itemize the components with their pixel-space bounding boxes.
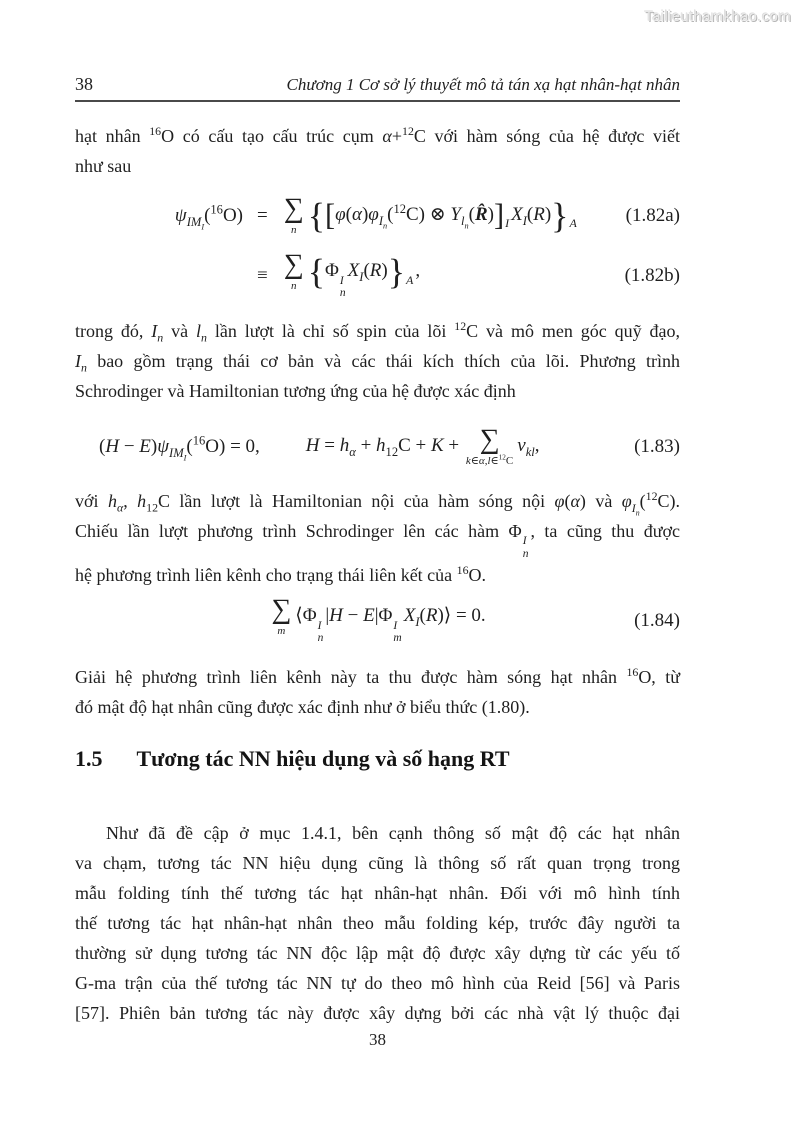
watermark-text: Tailieuthamkhao.com	[644, 8, 791, 25]
equation-lhs: $\psi_{IM_I}(^{16}O)$	[174, 202, 243, 232]
text-line: [57]. Phiên bản tương tác này được xây dựng bởi các nhà vật lý thuộc đại	[75, 1003, 680, 1023]
paragraph	[75, 818, 680, 1028]
equation-row	[75, 190, 680, 242]
equation-row	[75, 590, 680, 652]
page-header	[75, 74, 680, 102]
text-line: trong đó, $I_n$ và $l_n$ lần lượt là chỉ số spin của lõi $^{12}$C và mô men góc quỹ đạo,	[75, 319, 680, 345]
section-heading	[75, 746, 680, 772]
text-line: mẫu folding tính thế tương tác hạt nhân-hạt nhân. Đối với mô hình tính	[75, 883, 680, 903]
section-number: 1.5	[75, 746, 103, 771]
equation-rhs: ∑ n {Φ I n $X_I(R)\}_A$ ,	[283, 249, 421, 300]
equation-row	[75, 416, 680, 478]
text-line: Giải hệ phương trình liên kênh này ta thu được hàm sóng hạt nhân $^{16}$O, từ	[75, 665, 680, 687]
equation-number: (1.83)	[634, 436, 680, 457]
text-line: $I_n$ bao gồm trạng thái cơ bản và các thái kích thích của lõi. Phương trình	[75, 351, 680, 375]
paragraph	[75, 316, 680, 406]
text-line: Như đã đề cập ở mục 1.4.1, bên cạnh thông số mật độ các hạt nhân	[106, 823, 680, 843]
equation-body: ∑ m ⟨Φ I n |H − E|Φ I m $X_I(R)⟩ = 0$.	[271, 594, 486, 645]
text-line: đó mật độ hạt nhân cũng được xác định như ở biểu thức (1.80).	[75, 697, 530, 717]
equation-block-1-83	[75, 416, 680, 478]
equation-number: (1.84)	[634, 610, 680, 631]
text-line: thường sử dụng tương tác NN độc lập mật độ được xây dựng từ các yếu tố	[75, 943, 680, 963]
footer-page-number: 38	[369, 1030, 386, 1049]
paragraph	[75, 121, 680, 181]
page-footer	[75, 1030, 680, 1050]
equation-part: $H = h_\alpha + h_{12}C + K$ + ∑ k∈α,l∈$^{12}$C $v_{kl}$,	[305, 424, 540, 467]
equation-row	[75, 250, 680, 302]
text-line: hạt nhân $^{16}$O có cấu tạo cấu trúc cụm α+$^{12}$C với hàm sóng của hệ được viết	[75, 124, 680, 146]
equation-number: (1.82a)	[625, 205, 680, 226]
text-line: với $h_\alpha$, $h_{12}C$ lần lượt là Hamiltonian nội của hàm sóng nội φ(α) và $\varphi_{I_n}(^{12}C)$.	[75, 489, 680, 517]
equation-rhs: ∑ n {[$\varphi(\alpha)\varphi_{I_n}(^{12}C)$ ⊗ $Y_{l_n}(R̂)]_I$ $X_I(R)\}_A$	[283, 193, 577, 236]
header-page-number: 38	[75, 74, 93, 94]
text-line: thế tương tác hạt nhân-hạt nhân theo mẫu folding kép, trước đây người ta	[75, 913, 680, 933]
paragraph	[75, 486, 680, 590]
header-chapter-title: Chương 1 Cơ sở lý thuyết mô tả tán xạ hạt nhân-hạt nhân	[286, 75, 680, 94]
equation-block-1-82	[75, 190, 680, 302]
equation-block-1-84	[75, 590, 680, 652]
equation-relation: ≡	[257, 265, 268, 286]
section-title: Tương tác NN hiệu dụng và số hạng RT	[136, 746, 510, 771]
equation-number: (1.82b)	[624, 265, 680, 286]
text-line: hệ phương trình liên kênh cho trạng thái liên kết của $^{16}$O.	[75, 563, 487, 585]
text-line: G-ma trận của thế tương tác NN tự do theo mô hình của Reid [56] và Paris	[75, 973, 680, 993]
text-line: Chiếu lần lượt phương trình Schrodinger lên các hàm Φ I n , ta cũng thu được	[75, 521, 680, 560]
equation-part: $(H - E)\psi_{IM_I}(^{16}O) = 0$,	[99, 433, 260, 463]
equation-relation: =	[257, 205, 268, 226]
text-line: Schrodinger và Hamiltonian tương ứng của hệ được xác định	[75, 381, 516, 401]
text-line: như sau	[75, 156, 132, 176]
text-line: va chạm, tương tác NN hiệu dụng cũng là thông số rất quan trọng trong	[75, 853, 680, 873]
paragraph	[75, 662, 680, 722]
